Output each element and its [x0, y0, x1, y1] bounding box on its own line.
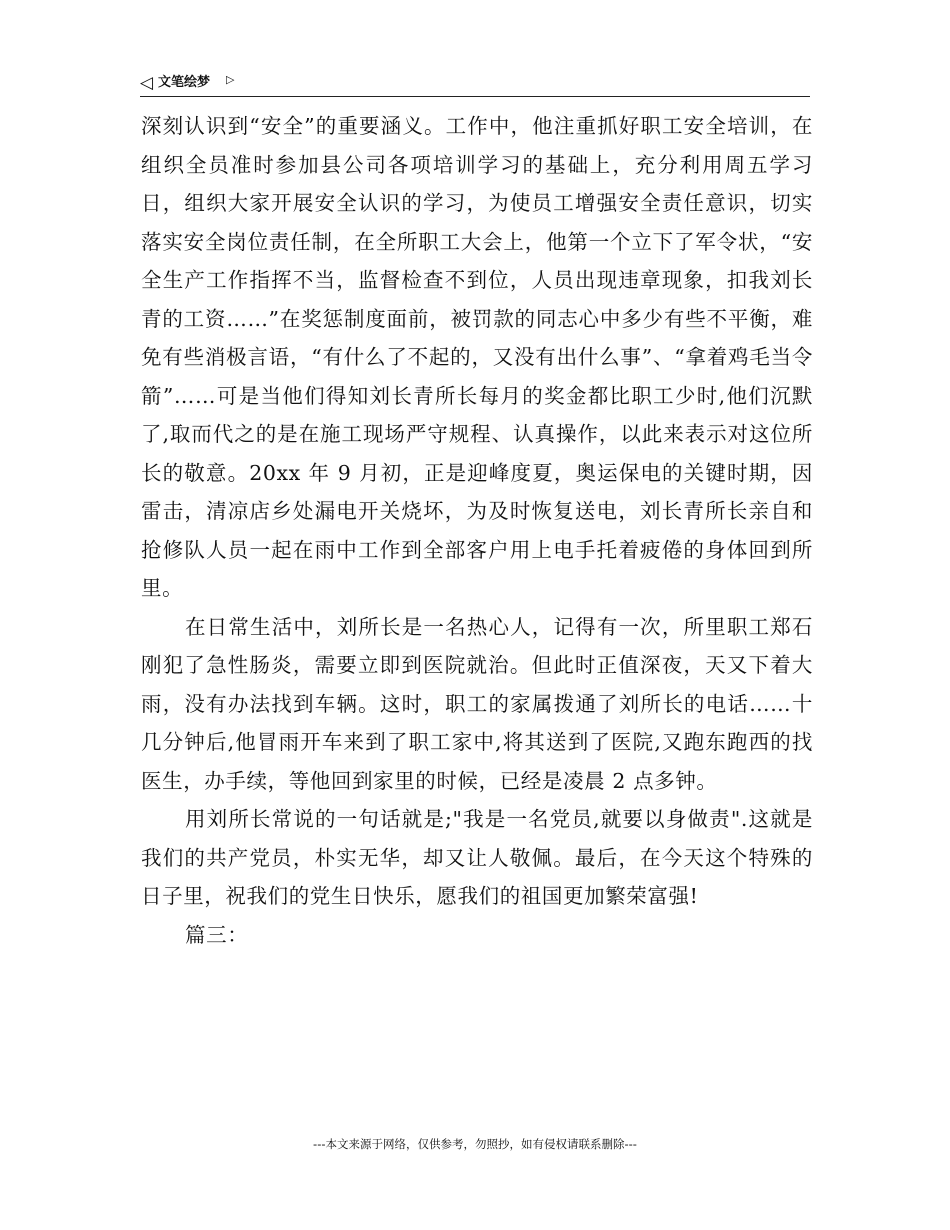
document-body	[141, 107, 813, 954]
page-footer: ---本文来源于网络，仅供参考，勿照抄，如有侵权请联系删除---	[313, 1137, 637, 1151]
paragraph-2: 在日常生活中，刘所长是一名热心人，记得有一次，所里职工郑石刚犯了急性肠炎，需要立即到医院就治。但此时正值深夜，天又下着大雨，没有办法找到车辆。这时，职工的家属拨通了刘所长的电话……十几分钟后,他冒雨开车来到了职工家中,将其送到了医院,又跑东跑西的找医生，办手续，等他回到家里的时候，已经是凌晨 2 点多钟。	[141, 614, 813, 793]
triangle-left-icon: ◁	[140, 73, 154, 93]
paragraph-3: 用刘所长常说的一句话就是;"我是一名党员,就要以身做责".这就是我们的共产党员，朴实无华，却又让人敬佩。最后，在今天这个特殊的日子里，祝我们的党生日快乐，愿我们的祖国更加繁荣富强!	[141, 807, 813, 908]
triangle-right-icon: ▷	[226, 73, 235, 86]
paragraph-1: 深刻认识到“安全”的重要涵义。工作中，他注重抓好职工安全培训，在组织全员准时参加县公司各项培训学习的基础上，充分利用周五学习日，组织大家开展安全认识的学习，为使员工增强安全责任意识，切实落实安全岗位责任制，在全所职工大会上，他第一个立下了军令状，“安全生产工作指挥不当，监督检查不到位，人员出现违章现象，扣我刘长青的工资……”在奖惩制度面前，被罚款的同志心中多少有些不平衡，难免有些消极言语，“有什么了不起的，又没有出什么事”、“拿着鸡毛当令箭”……可是当他们得知刘长青所长每月的奖金都比职工少时,他们沉默了,取而代之的是在施工现场严守规程、认真操作，以此来表示对这位所长的敬意。20xx 年 9 月初，正是迎峰度夏，奥运保电的关键时期，因雷击，清凉店乡处漏电开关烧坏，为及时恢复送电，刘长青所长亲自和抢修队人员一起在雨中工作到全部客户用上电手托着疲倦的身体回到所里。	[141, 114, 813, 600]
header-title: 文笔绘梦	[158, 75, 211, 90]
page-header	[140, 72, 810, 97]
section-heading: 篇三：	[185, 922, 249, 947]
